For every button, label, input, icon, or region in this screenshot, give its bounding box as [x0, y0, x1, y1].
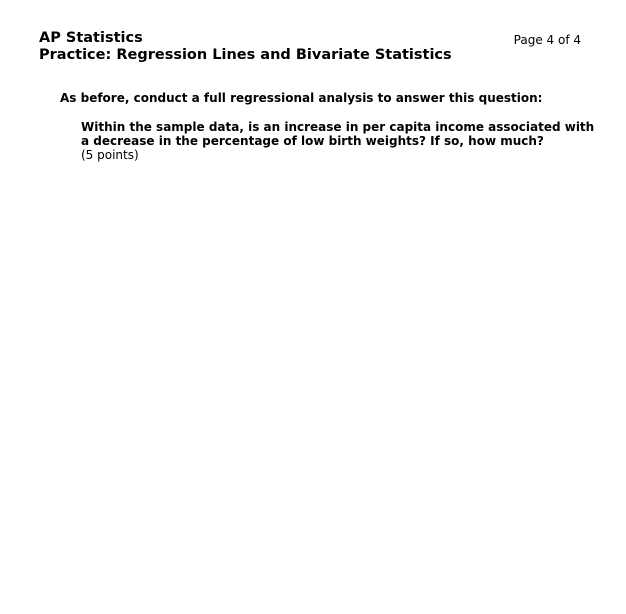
question-line-2: a decrease in the percentage of low birth weights? If so, how much? — [81, 134, 544, 148]
question-line-1: Within the sample data, is an increase in per capita income associated with — [81, 120, 595, 134]
question-points: (5 points) — [81, 148, 139, 162]
instruction-text: As before, conduct a full regressional analysis to answer this question: — [60, 91, 543, 105]
page-header — [39, 30, 587, 64]
course-title: AP Statistics — [39, 30, 143, 46]
practice-title: Practice: Regression Lines and Bivariate Statistics — [39, 47, 452, 63]
page-number: Page 4 of 4 — [513, 33, 581, 47]
question-block — [81, 120, 601, 162]
